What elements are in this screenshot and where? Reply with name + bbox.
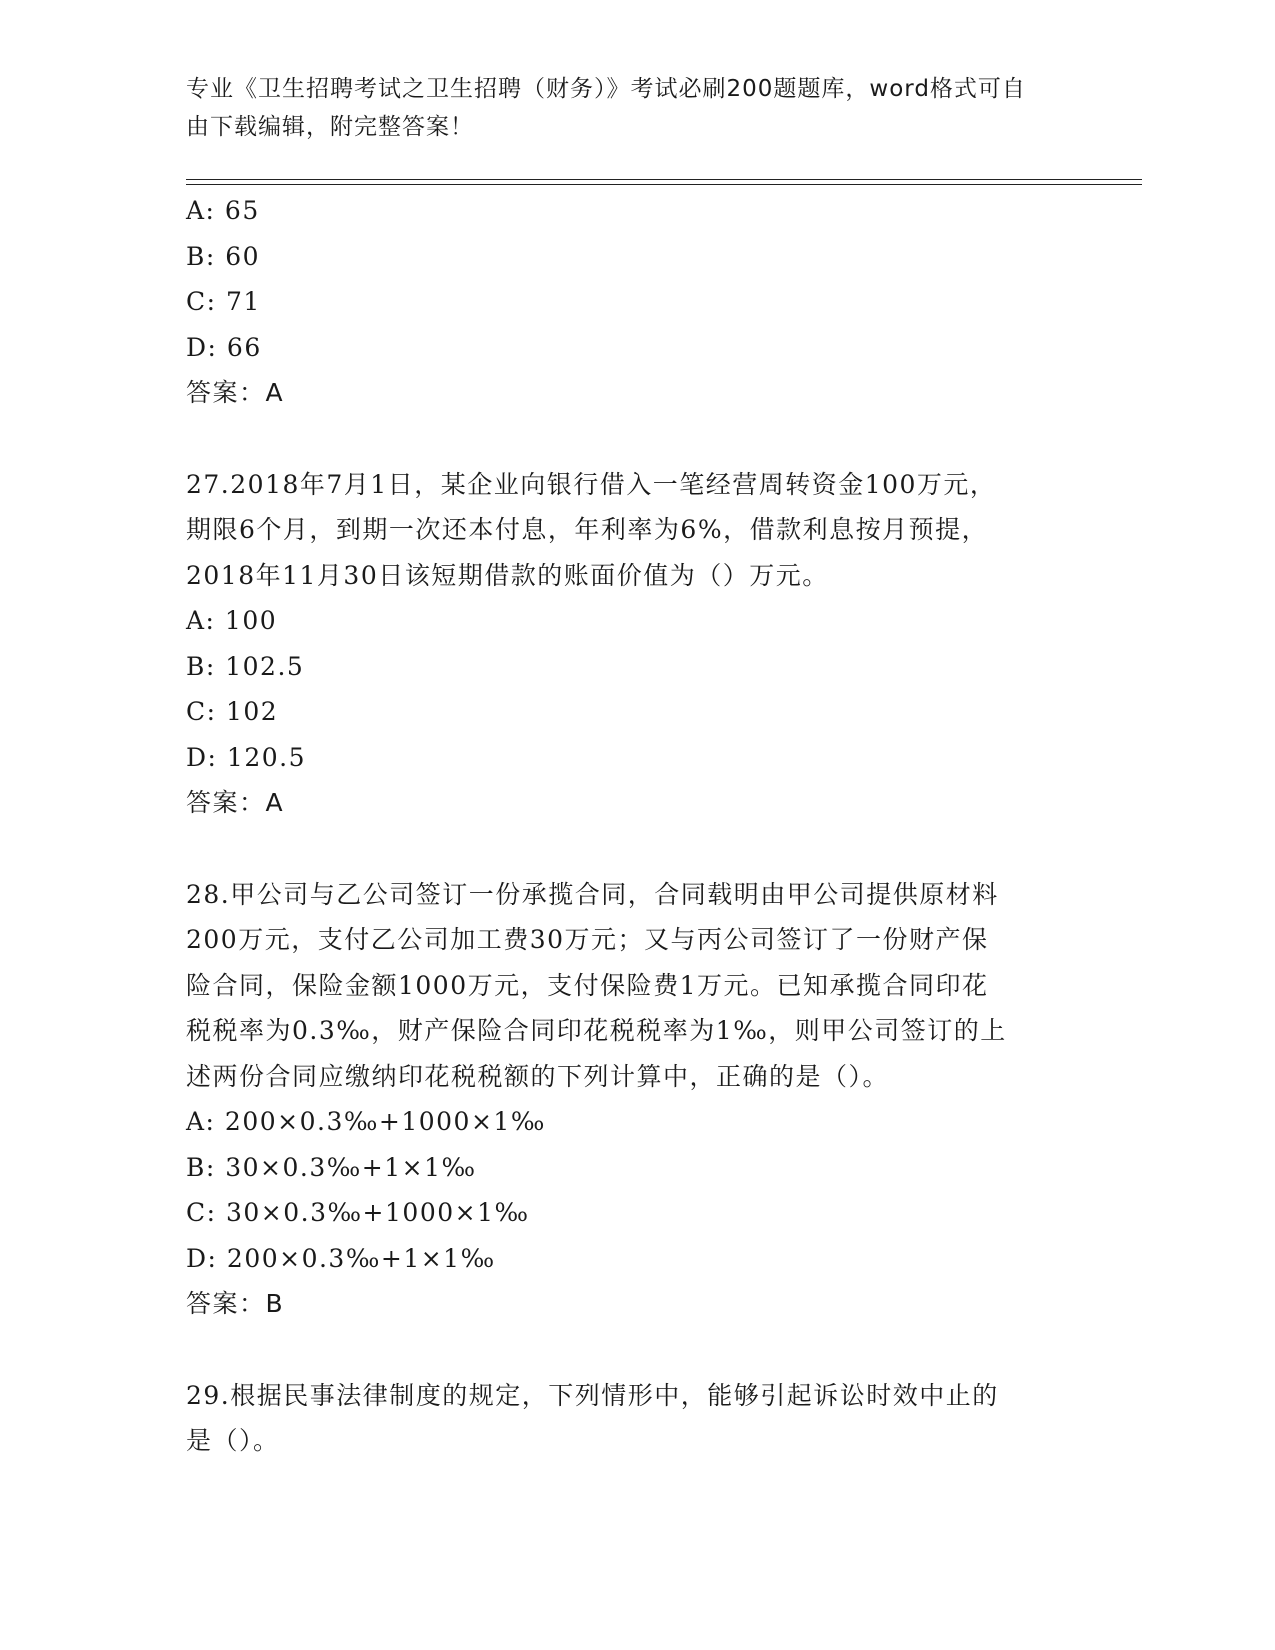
option-a: A: 200×0.3‰+1000×1‰ [186,1107,546,1136]
option-b: B: 30×0.3‰+1×1‰ [186,1152,477,1182]
question-line: 28.甲公司与乙公司签订一份承揽合同，合同载明由甲公司提供原材料 [186,879,999,909]
question-text [186,462,1066,599]
option-d: D: 120.5 [186,742,306,772]
answer: 答案：A [186,788,285,817]
question-line: 2018年11月30日该短期借款的账面价值为（）万元。 [186,560,829,590]
header-divider-bottom [186,184,1142,185]
question-text [186,1373,1066,1464]
option-c: C: 30×0.3‰+1000×1‰ [186,1198,530,1227]
question-line: 述两份合同应缴纳印花税税额的下列计算中，正确的是（）。 [186,1061,890,1091]
question-line: 期限6个月，到期一次还本付息，年利率为6%，借款利息按月预提， [186,515,989,544]
question-line: 险合同，保险金额1000万元，支付保险费1万元。已知承揽合同印花 [186,970,989,1000]
question-line: 27.2018年7月1日，某企业向银行借入一笔经营周转资金100万元， [186,469,997,499]
option-c: C: 102 [186,697,279,726]
question-line: 是（）。 [186,1426,280,1455]
answer: 答案：A [186,378,285,407]
question-text [186,872,1066,1100]
option-b: B: 102.5 [186,651,305,681]
header-line-1: 专业《卫生招聘考试之卫生招聘（财务）》考试必刷200题题库，word格式可自 [186,76,1026,102]
answer: 答案：B [186,1289,285,1318]
header-divider-top [186,179,1142,180]
question-29 [186,1373,1066,1464]
question-28 [186,872,1066,1327]
option-c: C: 71 [186,287,261,316]
question-line: 29.根据民事法律制度的规定，下列情形中，能够引起诉讼时效中止的 [186,1380,999,1410]
question-line: 200万元，支付乙公司加工费30万元；又与丙公司签订了一份财产保 [186,925,989,954]
header-line-2: 由下载编辑，附完整答案！ [186,114,474,140]
question-27 [186,462,1066,826]
question-list [186,188,1066,1464]
question-26 [186,188,1066,416]
document-header [186,70,1066,146]
option-d: D: 200×0.3‰+1×1‰ [186,1243,496,1273]
question-line: 税税率为0.3‰，财产保险合同印花税税率为1‰，则甲公司签订的上 [186,1016,1007,1045]
option-a: A: 65 [186,196,260,225]
option-b: B: 60 [186,241,261,271]
option-d: D: 66 [186,332,262,362]
option-a: A: 100 [186,606,278,635]
